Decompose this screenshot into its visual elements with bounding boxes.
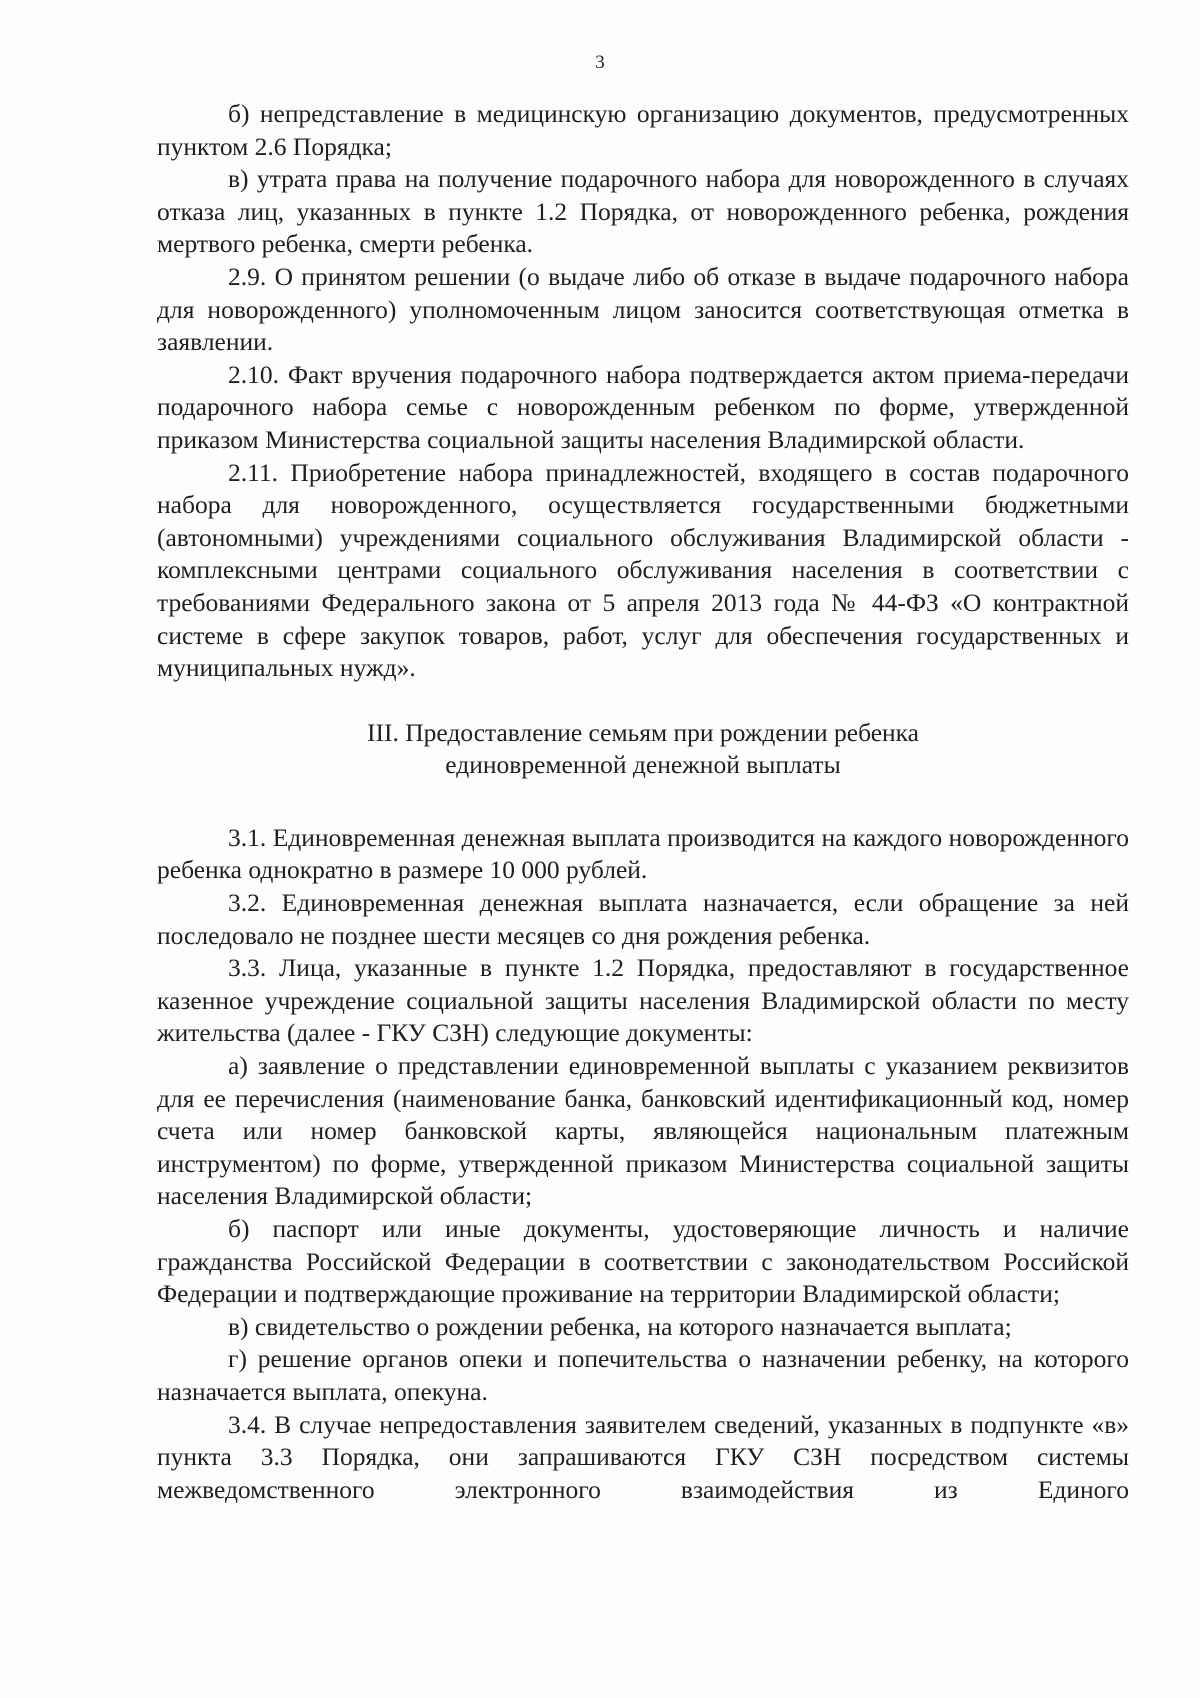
section-3-heading-line-2: единовременной денежной выплаты <box>445 750 841 780</box>
paragraph-2-10: 2.10. Факт вручения подарочного набора подтверждается актом приема-передачи подарочного набора семье с новорожденным ребенком по форме, утвержденной приказом Министерства социальной защиты населения Владимирской области. <box>157 359 1129 454</box>
paragraph-3-3-a: а) заявление о представлении единовременной выплаты с указанием реквизитов для ее перечисления (наименование банка, банковский идентификационный код, номер счета или номер банковской карты, являющейся национальным платежным инструментом) по форме, утвержденной приказом Министерства социальной защиты населения Владимирской области; <box>157 1051 1129 1211</box>
paragraph-2-8-v: в) утрата права на получение подарочного набора для новорожденного в случаях отказа лиц, указанных в пункте 1.2 Порядка, от новорожденного ребенка, рождения мертвого ребенка, смерти ребенка. <box>157 164 1129 259</box>
section-3-heading <box>157 717 1129 782</box>
paragraph-2-11: 2.11. Приобретение набора принадлежностей, входящего в состав подарочного набора для новорожденного, осуществляется государственными бюджетными (автономными) учреждениями социального обслуживания Владимирской области - комплексными центрами социального обслуживания населения в соответствии с требованиями Федерального закона от 5 апреля 2013 года № 44-ФЗ «О контрактной системе в сфере закупок товаров, работ, услуг для обеспечения государственных и муниципальных нужд». <box>157 457 1129 683</box>
paragraph-3-4: 3.4. В случае непредоставления заявителем сведений, указанных в подпункте «в» пункта 3.3 Порядка, они запрашиваются ГКУ СЗН посредством системы межведомственного электронного взаимодействия из Единого <box>157 1409 1129 1504</box>
paragraph-3-1: 3.1. Единовременная денежная выплата производится на каждого новорожденного ребенка однократно в размере 10 000 рублей. <box>157 822 1129 885</box>
paragraph-2-9: 2.9. О принятом решении (о выдаче либо об отказе в выдаче подарочного набора для новорожденного) уполномоченным лицом заносится соответствующая отметка в заявлении. <box>157 261 1129 357</box>
section-3-heading-line-1: III. Предоставление семьям при рождении ребенка <box>366 717 919 747</box>
paragraph-3-3-b: б) паспорт или иные документы, удостоверяющие личность и наличие гражданства Российской Федерации в соответствии с законодательством Российской Федерации и подтверждающие проживание на территории Владимирской области; <box>157 1214 1129 1309</box>
paragraph-2-8-b: б) непредставление в медицинскую организацию документов, предусмотренных пунктом 2.6 Порядка; <box>157 99 1129 161</box>
document-body <box>157 98 1129 1506</box>
paragraph-3-3-v: в) свидетельство о рождении ребенка, на которого назначается выплата; <box>228 1311 1012 1341</box>
paragraph-3-3: 3.3. Лица, указанные в пункте 1.2 Порядка, предоставляют в государственное казенное учреждение социальной защиты населения Владимирской области по месту жительства (далее - ГКУ СЗН) следующие документы: <box>157 953 1129 1048</box>
paragraph-3-3-g: г) решение органов опеки и попечительства о назначении ребенку, на которого назначается выплата, опекуна. <box>157 1344 1129 1406</box>
paragraph-3-2: 3.2. Единовременная денежная выплата назначается, если обращение за ней последовало не позднее шести месяцев со дня рождения ребенка. <box>157 888 1129 950</box>
page-number: 3 <box>595 52 605 73</box>
